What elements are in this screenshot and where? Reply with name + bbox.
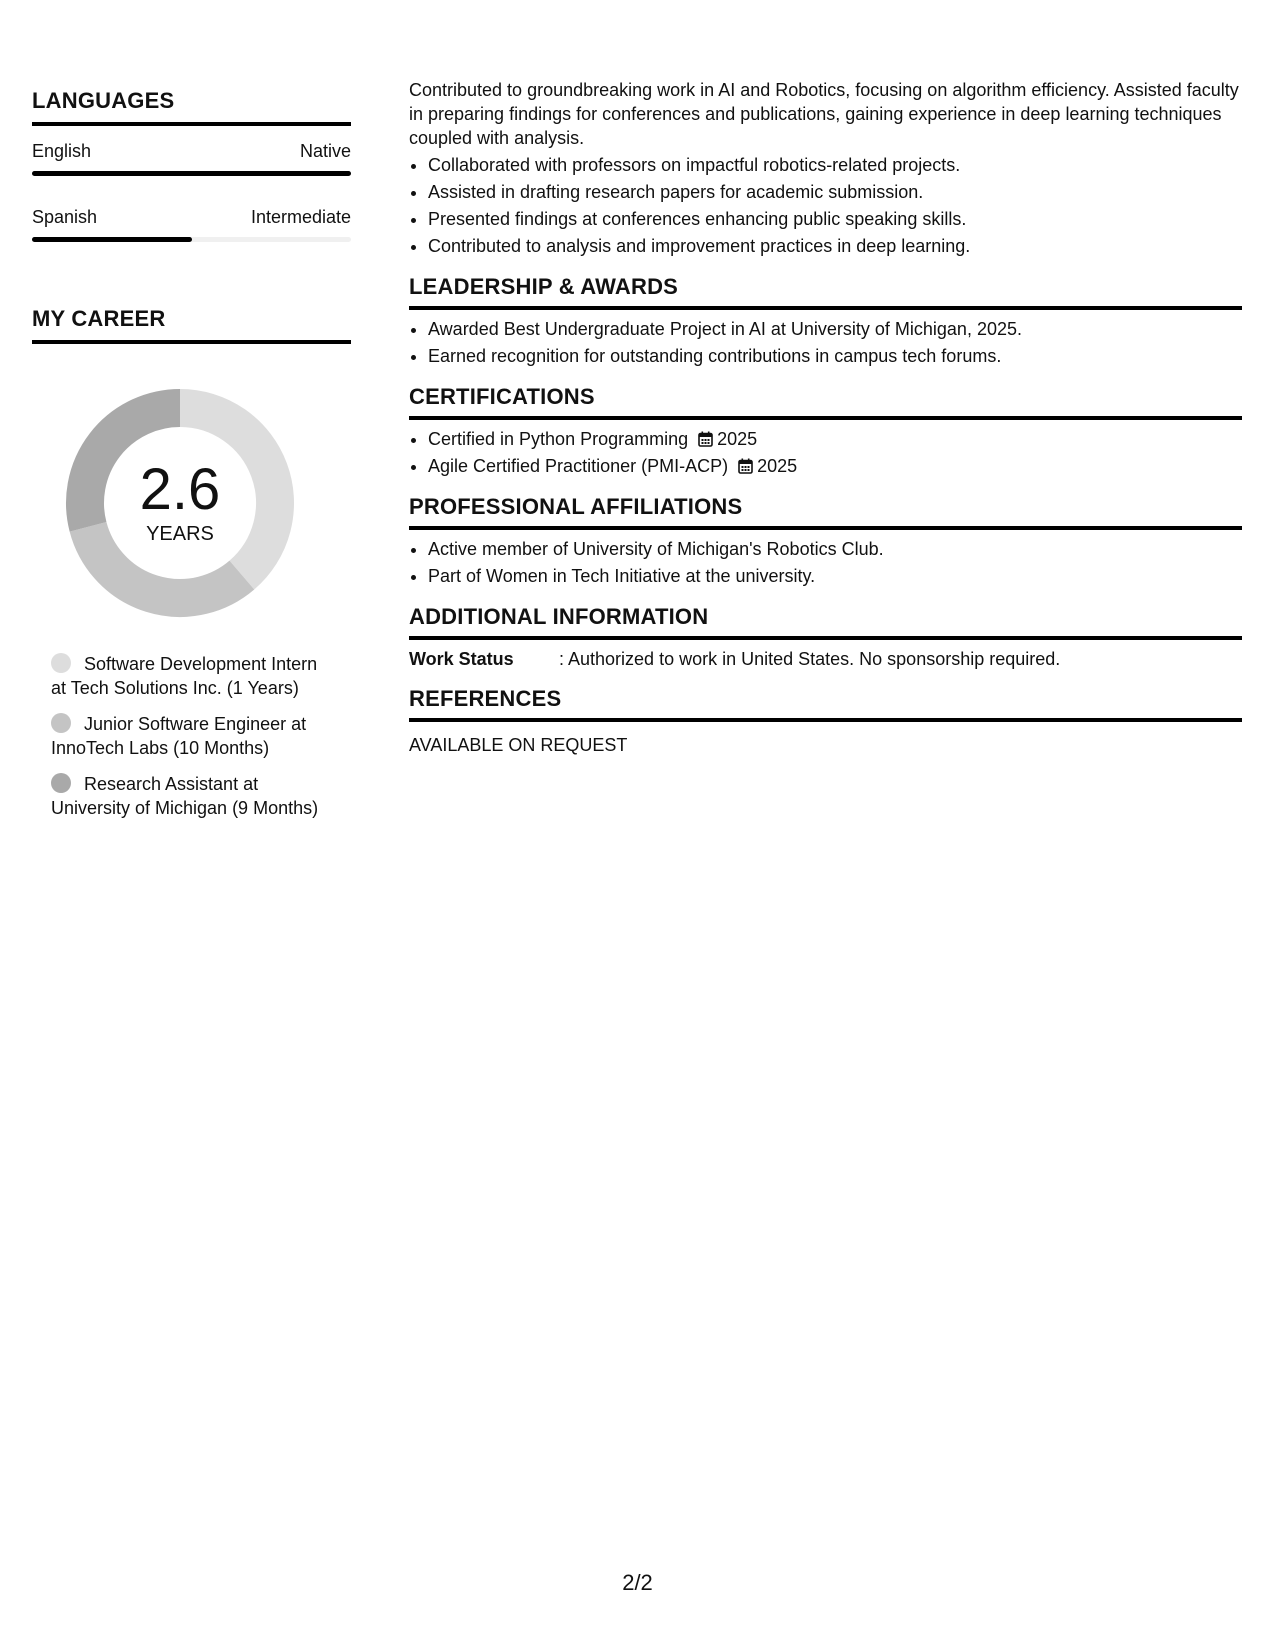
list-item: • Active member of University of Michigan's Robotics Club. — [428, 536, 1242, 563]
work-status-value: : Authorized to work in United States. No sponsorship required. — [559, 649, 1061, 669]
language-proficiency-bar — [32, 171, 351, 176]
certification-item — [428, 426, 1242, 453]
language-item — [32, 206, 351, 242]
language-name: Spanish — [32, 207, 98, 227]
list-item: • Collaborated with professors on impactful robotics-related projects. — [428, 152, 1242, 179]
career-legend-item — [51, 772, 331, 820]
references-title: REFERENCES — [409, 686, 1242, 722]
list-item: • Earned recognition for outstanding contributions in campus tech forums. — [428, 343, 1242, 370]
page-number: 2/2 — [622, 1570, 653, 1595]
legend-dot — [51, 653, 71, 673]
career-entry-label: Junior Software Engineer at InnoTech Labs (10 Months) — [51, 714, 307, 758]
additional-info-title: ADDITIONAL INFORMATION — [409, 604, 1242, 640]
list-item: • Presented findings at conferences enhancing public speaking skills. — [428, 206, 1242, 233]
right-column — [409, 78, 1242, 758]
languages-title: LANGUAGES — [32, 88, 351, 126]
legend-dot — [51, 773, 71, 793]
certifications-title: CERTIFICATIONS — [409, 384, 1242, 420]
certification-name: Certified in Python Programming — [428, 429, 689, 449]
list-item: • Part of Women in Tech Initiative at the university. — [428, 563, 1242, 590]
career-entry-label: Research Assistant at University of Michigan (9 Months) — [51, 774, 319, 818]
language-proficiency-fill — [32, 171, 351, 176]
experience-bullets — [409, 152, 1242, 260]
list-item: • Assisted in drafting research papers for academic submission. — [428, 179, 1242, 206]
career-legend-item — [51, 652, 331, 700]
references-text: AVAILABLE ON REQUEST — [409, 735, 628, 755]
list-item: • Contributed to analysis and improvement practices in deep learning. — [428, 233, 1242, 260]
legend-dot — [51, 713, 71, 733]
certification-year: 2025 — [757, 456, 798, 476]
work-status-row — [409, 646, 1242, 672]
career-total-years: 2.6 — [139, 457, 221, 522]
career-total-unit: YEARS — [146, 523, 214, 545]
list-item: • Awarded Best Undergraduate Project in AI at University of Michigan, 2025. — [428, 316, 1242, 343]
language-proficiency-fill — [32, 237, 192, 242]
leadership-list — [409, 316, 1242, 370]
language-level: Intermediate — [250, 207, 351, 227]
calendar-icon — [738, 458, 753, 474]
left-column — [32, 88, 351, 832]
affiliations-title: PROFESSIONAL AFFILIATIONS — [409, 494, 1242, 530]
experience-summary: Contributed to groundbreaking work in AI and Robotics, focusing on algorithm efficiency. Assisted faculty in preparing findings for conferences and publications, gaining experience in deep learning techniques coupled with analysis. — [409, 80, 1239, 148]
certification-item — [428, 453, 1242, 480]
language-item — [32, 140, 351, 176]
career-entry-label: Software Development Intern at Tech Solutions Inc. (1 Years) — [51, 654, 318, 698]
language-proficiency-bar — [32, 237, 351, 242]
certifications-list — [409, 426, 1242, 480]
calendar-icon — [698, 431, 713, 447]
certification-name: Agile Certified Practitioner (PMI-ACP) — [428, 456, 729, 476]
language-level: Native — [299, 141, 351, 161]
affiliations-list — [409, 536, 1242, 590]
language-name: English — [32, 141, 92, 161]
career-legend — [51, 652, 331, 820]
career-legend-item — [51, 712, 331, 760]
work-status-label: Work Status — [409, 649, 514, 669]
certification-year: 2025 — [717, 429, 758, 449]
career-title: MY CAREER — [32, 306, 351, 344]
career-donut-chart — [65, 388, 295, 618]
leadership-title: LEADERSHIP & AWARDS — [409, 274, 1242, 310]
